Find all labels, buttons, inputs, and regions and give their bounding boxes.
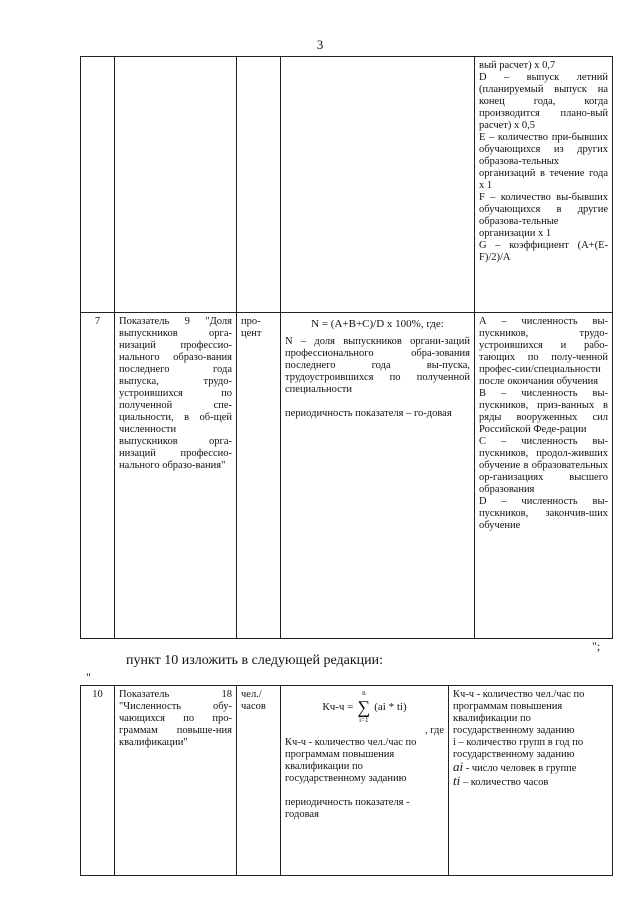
sum-formula — [285, 689, 444, 725]
formula-lhs: Кч-ч = — [322, 701, 354, 713]
formula-cell — [281, 313, 475, 639]
description-line: i – количество групп в год по государственному заданию — [453, 737, 584, 760]
indicator-10-table — [80, 685, 613, 876]
description-line: В – численность вы-пускников, приз-ванных в ряды вооруженных сил Российской Феде-рации — [479, 388, 608, 435]
formula: N = (А+В+С)/D x 100%, где: — [311, 318, 444, 330]
table-row — [81, 313, 613, 639]
description-line: Е – количество при-бывших обучающихся из других образова-тельных организаций в течение года х 1 — [479, 132, 608, 191]
closing-quote: "; — [592, 639, 601, 653]
table-row — [81, 57, 613, 313]
sum-sign: ∑ — [357, 697, 371, 717]
formula-cell — [281, 686, 449, 876]
indicator-name-cell: Показатель 9 "Доля выпускников орга-низаций профессио-нального образо-вания последнего года выпуска, трудо-устроившихся по полученной спе-циальности, в об-щей численности выпускников орга-низаций профессио-нального образо-вания" — [115, 313, 237, 639]
formula-description: Кч-ч - количество чел./час по программам повышения квалификации по государственному заданию — [285, 737, 417, 784]
formula-where: , где — [424, 725, 444, 736]
sum-lower-limit: i=1 — [359, 716, 369, 724]
indicator-name-cell: Показатель 18 "Численность обу-чающихся по про-граммам повыше-ния квалификации" — [115, 686, 237, 876]
description-cell — [475, 57, 613, 313]
description-cell — [449, 686, 613, 876]
indicator-name-cell — [115, 57, 237, 313]
row-number-cell: 10 — [81, 686, 115, 876]
table-row — [81, 686, 613, 876]
formula-cell — [281, 57, 475, 313]
periodicity: периодичность показателя - годовая — [285, 797, 410, 820]
indicators-table-continued — [80, 56, 613, 639]
amendment-intro: пункт 10 изложить в следующей редакции: — [126, 653, 383, 668]
periodicity: периодичность показателя – го-довая — [285, 408, 452, 419]
sum-body: (ai * ti) — [374, 701, 407, 713]
description-line: ti – количество часов — [453, 773, 549, 788]
description-line: А – численность вы-пускников, трудо-устроившихся и рабо-тающих по полу-ченной профес-сии/специальности после окончания обучения — [479, 316, 608, 387]
description-line: F – количество вы-бывших обучающихся в другие образова-тельные организации х 1 — [479, 192, 608, 239]
variable: ai — [453, 759, 464, 774]
unit-cell: про-цент — [237, 313, 281, 639]
description-line: Кч-ч - количество чел./час по программам повышения квалификации по государственному заданию — [453, 689, 585, 736]
variable: ti — [453, 773, 461, 788]
unit-cell: чел./ часов — [237, 686, 281, 876]
row-number-cell: 7 — [81, 313, 115, 639]
unit-cell — [237, 57, 281, 313]
description-line: С – численность вы-пускников, продол-живших обучение в образовательных ор-ганизациях высшего образования — [479, 436, 608, 495]
formula-description: N – доля выпускников органи-заций профессионального обра-зования последнего года вы-пуска, трудоустроившихся по полученной специальности — [285, 336, 470, 395]
variable: i — [453, 737, 456, 748]
description-line: ai - число человек в группе — [453, 759, 577, 774]
variable: Кч-ч — [453, 689, 475, 700]
page-number: 3 — [316, 37, 324, 52]
description-line: вый расчет) х 0,7 — [479, 60, 556, 71]
row-number-cell — [81, 57, 115, 313]
description-line: D – численность вы-пускников, закончив-ших обучение — [479, 496, 608, 531]
description-line: G – коэффициент (А+(Е-F)/2)/А — [479, 240, 608, 263]
opening-quote: " — [86, 670, 91, 684]
sigma-symbol — [357, 689, 370, 725]
description-cell — [475, 313, 613, 639]
description-line: D – выпуск летний (планируемый выпуск на конец года, когда производится плано-вый расчет) х 0,5 — [479, 72, 608, 131]
sum-upper-limit: n — [362, 689, 366, 697]
